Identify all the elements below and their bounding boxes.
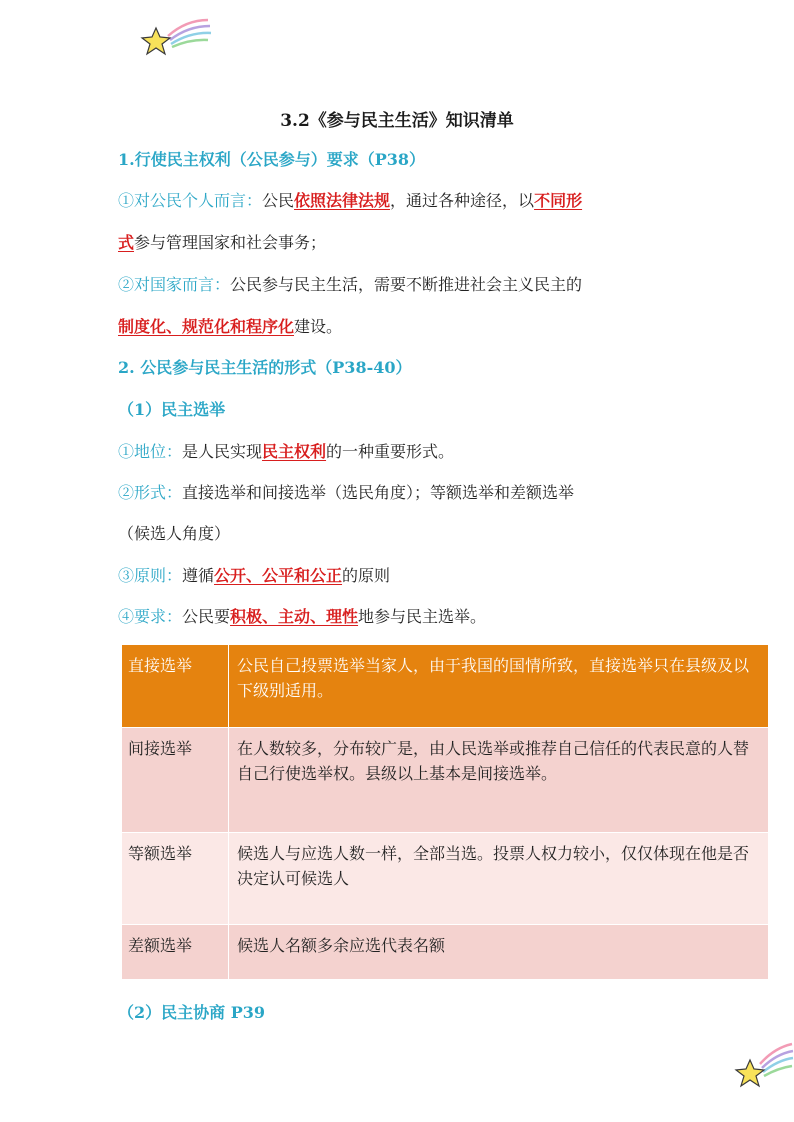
- subsection-heading: （1）民主选举: [118, 400, 226, 419]
- text: 是人民实现: [182, 442, 263, 461]
- text: 参与管理国家和社会事务；: [134, 233, 327, 252]
- item-label: ③原则：: [118, 566, 183, 585]
- election-types-table: [121, 644, 769, 980]
- page-title: 3.2《参与民主生活》知识清单: [280, 111, 514, 131]
- table-row: [122, 833, 769, 925]
- text: 公民: [262, 191, 295, 210]
- section-heading: 1.行使民主权利（公民参与）要求（P38）: [118, 150, 426, 169]
- text: ，通过各种途径，以: [390, 191, 535, 210]
- emphasis-text: 不同形: [534, 191, 583, 210]
- emphasis-text: 制度化、规范化和程序化: [118, 317, 295, 336]
- item-label: ④要求：: [118, 607, 183, 626]
- subsection-heading: （2）民主协商 P39: [118, 1003, 266, 1022]
- item-form-cont: （候选人角度）: [118, 524, 231, 543]
- table-row: [122, 645, 769, 728]
- table-cell-term: 差额选举: [122, 925, 229, 980]
- item-requirement: [118, 607, 486, 627]
- text: 的原则: [342, 566, 391, 585]
- text: 的一种重要形式。: [326, 442, 455, 461]
- section-heading: 2. 公民参与民主生活的形式（P38-40）: [118, 358, 412, 377]
- item-principle: [118, 566, 390, 586]
- text: 公民要: [182, 607, 231, 626]
- emphasis-text: 公开、公平和公正: [214, 566, 343, 585]
- shooting-star-icon: [138, 14, 214, 60]
- text: 遵循: [182, 566, 215, 585]
- paragraph-state-cont: [118, 317, 342, 337]
- emphasis-text: 式: [118, 233, 135, 252]
- item-label: ②对国家而言：: [118, 275, 231, 294]
- shooting-star-icon: [730, 1030, 794, 1096]
- emphasis-text: 民主权利: [262, 442, 327, 461]
- table-cell-desc: 公民自己投票选举当家人，由于我国的国情所致，直接选举只在县级及以下级别适用。: [229, 645, 769, 728]
- table-cell-desc: 候选人名额多余应选代表名额: [229, 925, 769, 980]
- paragraph-personal-cont: [118, 233, 326, 253]
- item-label: ①对公民个人而言：: [118, 191, 263, 210]
- emphasis-text: 依照法律法规: [294, 191, 391, 210]
- table-row: [122, 925, 769, 980]
- text: 建设。: [294, 317, 343, 336]
- table-cell-desc: 候选人与应选人数一样，全部当选。投票人权力较小，仅仅体现在他是否决定认可候选人: [229, 833, 769, 925]
- item-label: ①地位：: [118, 442, 183, 461]
- item-form: [118, 483, 574, 503]
- table-cell-term: 直接选举: [122, 645, 229, 728]
- table-cell-term: 间接选举: [122, 728, 229, 833]
- item-status: [118, 442, 454, 462]
- table-cell-desc: 在人数较多，分布较广是，由人民选举或推荐自己信任的代表民意的人替自己行使选举权。县级以上基本是间接选举。: [229, 728, 769, 833]
- table-cell-term: 等额选举: [122, 833, 229, 925]
- paragraph-state: [118, 275, 582, 295]
- emphasis-text: 积极、主动、理性: [230, 607, 359, 626]
- text: 直接选举和间接选举（选民角度）；等额选举和差额选举: [182, 483, 575, 502]
- paragraph-personal: [118, 191, 582, 211]
- text: 公民参与民主生活，需要不断推进社会主义民主的: [230, 275, 583, 294]
- text: 地参与民主选举。: [358, 607, 487, 626]
- table-row: [122, 728, 769, 833]
- item-label: ②形式：: [118, 483, 183, 502]
